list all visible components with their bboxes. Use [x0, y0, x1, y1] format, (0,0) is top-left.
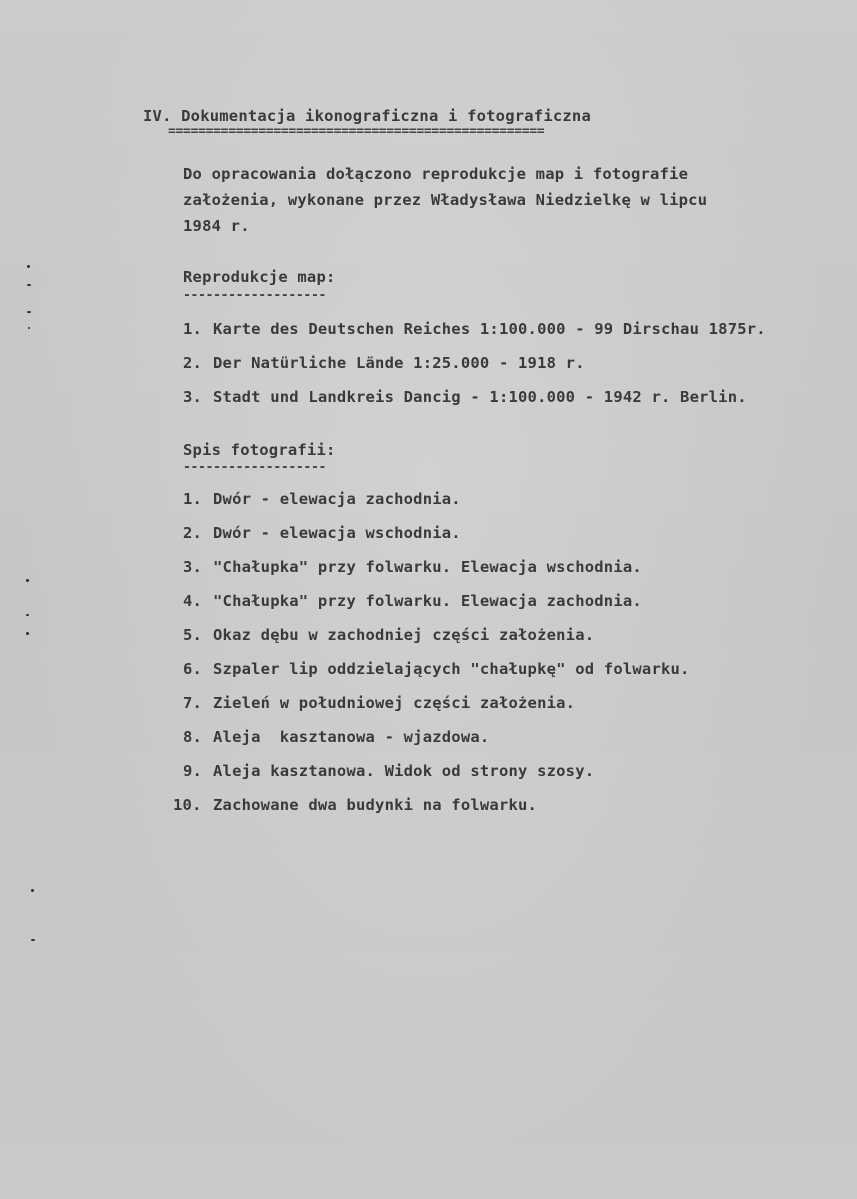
map-item-text: Der Natürliche Lände 1:25.000 - 1918 r. [213, 354, 585, 372]
intro-line-3: 1984 r. [183, 217, 250, 235]
intro-line-2: założenia, wykonane przez Władysława Niedzielkę w lipcu [183, 191, 708, 209]
intro-line-1: Do opracowania dołączono reprodukcje map i fotografie [183, 165, 689, 183]
photo-item-number: 7. [183, 694, 203, 712]
photo-item [173, 796, 537, 814]
scan-speck [26, 614, 29, 616]
scan-speck [26, 579, 29, 582]
photo-item [183, 694, 575, 712]
scan-speck [27, 284, 31, 286]
photo-item-text: Zieleń w południowej części założenia. [213, 694, 576, 712]
photo-item [183, 762, 594, 780]
scan-speck [31, 939, 35, 941]
photo-item-text: Okaz dębu w zachodniej części założenia. [213, 626, 595, 644]
photo-item-number: 9. [183, 762, 203, 780]
photo-item-text: Szpaler lip oddzielających "chałupkę" od folwarku. [213, 660, 690, 678]
scan-speck [31, 889, 34, 892]
photo-item [183, 558, 642, 576]
scan-speck [27, 311, 31, 313]
photo-item-text: "Chałupka" przy folwarku. Elewacja wschodnia. [213, 558, 642, 576]
photo-item-number: 10. [173, 796, 202, 814]
map-item-text: Karte des Deutschen Reiches 1:100.000 - 99 Dirschau 1875r. [213, 320, 766, 338]
maps-heading-rule: ------------------- [183, 288, 327, 303]
photo-item-number: 3. [183, 558, 203, 576]
photo-item [183, 592, 642, 610]
photo-item [183, 524, 461, 542]
photo-item-number: 8. [183, 728, 203, 746]
photo-item [183, 660, 690, 678]
photo-item [183, 490, 461, 508]
photo-item-text: "Chałupka" przy folwarku. Elewacja zachodnia. [213, 592, 642, 610]
map-item-number: 3. [183, 388, 203, 406]
scan-speck [26, 632, 29, 635]
photo-item-text: Aleja kasztanowa. Widok od strony szosy. [213, 762, 595, 780]
map-item [183, 388, 747, 406]
photo-item-number: 6. [183, 660, 203, 678]
map-item [183, 320, 766, 338]
section-heading-rule: ================================================== [168, 124, 545, 139]
map-item [183, 354, 585, 372]
photo-item-number: 1. [183, 490, 203, 508]
photo-item-text: Aleja kasztanowa - wjazdowa. [213, 728, 490, 746]
photo-item [183, 728, 489, 746]
map-item-text: Stadt und Landkreis Dancig - 1:100.000 - 1942 r. Berlin. [213, 388, 747, 406]
photo-item-text: Zachowane dwa budynki na folwarku. [213, 796, 538, 814]
photo-item-number: 4. [183, 592, 203, 610]
maps-heading: Reprodukcje map: [183, 268, 336, 286]
scan-speck [27, 265, 30, 268]
photos-heading: Spis fotografii: [183, 441, 336, 459]
photos-heading-rule: ------------------- [183, 460, 327, 475]
photo-item-number: 5. [183, 626, 203, 644]
scan-speck [28, 327, 30, 329]
map-item-number: 1. [183, 320, 203, 338]
photo-item-text: Dwór - elewacja zachodnia. [213, 490, 461, 508]
photo-item-number: 2. [183, 524, 203, 542]
photo-item-text: Dwór - elewacja wschodnia. [213, 524, 461, 542]
photo-item [183, 626, 594, 644]
section-heading: IV. Dokumentacja ikonograficzna i fotograficzna [143, 107, 591, 125]
map-item-number: 2. [183, 354, 203, 372]
